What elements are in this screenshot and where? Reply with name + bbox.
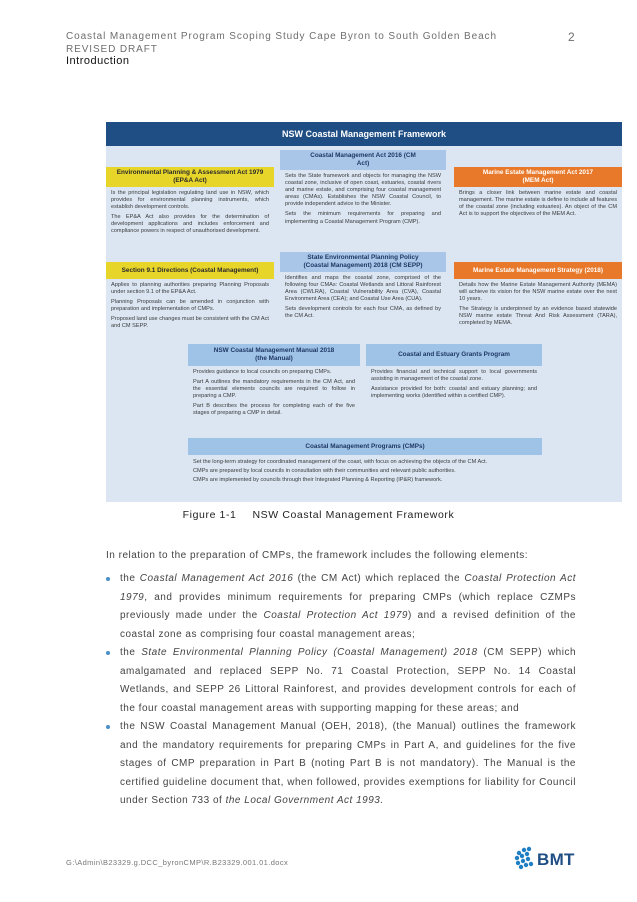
cmps-box	[188, 438, 542, 500]
cmps-text-3: CMPs are implemented by councils through their Integrated Planning & Reporting (IP&R) framework.	[193, 477, 443, 484]
grants-text-2: Assistance provided for both: coastal and estuary planning; and implementing works (identified within a certified CMP).	[371, 386, 537, 400]
bullet-icon	[106, 577, 110, 581]
section-heading: Introduction	[66, 55, 130, 67]
bullet-text-cm-act: the Coastal Management Act 2016 (the CM Act) which replaced the Coastal Protection Act 1979, and provides minimum requirements for preparing CMPs (which replace CZMPs previously made under the Coastal Protection Act 1979) and a revised definition of the coastal zone as comprising four coastal management areas;	[120, 573, 576, 640]
bmt-logo-text: BMT	[537, 850, 575, 869]
manual-box	[188, 344, 360, 432]
cmps-title: Coastal Management Programs (CMPs)	[188, 438, 542, 455]
manual-text-3: Part B describes the process for completing each of the five stages of preparing a CMP in detail.	[193, 403, 355, 417]
mem-act-text-1: Brings a closer link between marine estate and coastal management. The marine estate is define to include all features of the coastal zone (including estuaries). An object of the CM Act is to support the objectives of the MEM Act.	[459, 190, 617, 218]
mem-act-title: Marine Estate Management Act 2017 (MEM Act)	[454, 167, 622, 187]
figure-caption-number: Figure 1-1	[182, 509, 237, 521]
cmps-text-2: CMPs are prepared by local councils in consultation with their communities and relevant public authorities.	[193, 468, 456, 475]
mem-act-box	[454, 167, 622, 257]
list-item	[106, 570, 576, 644]
manual-title: NSW Coastal Management Manual 2018 (the Manual)	[188, 344, 360, 366]
mem-strategy-box	[454, 262, 622, 338]
mem-strategy-text-2: The Strategy is underpinned by an evidence based statewide NSW marine estate Threat And Risk Assessment (TARA), completed by MEMA.	[459, 306, 617, 327]
section-91-title: Section 9.1 Directions (Coastal Management)	[106, 262, 274, 279]
mem-strategy-title: Marine Estate Management Strategy (2018)	[454, 262, 622, 279]
sepp-box	[280, 252, 446, 338]
bullet-icon	[106, 725, 110, 729]
figure-caption-text: NSW Coastal Management Framework	[252, 509, 455, 521]
cmps-text-1: Set the long-term strategy for coordinated management of the coast, with focus on achieving the objects of the CM Act.	[193, 459, 488, 465]
grants-text-1: Provides financial and technical support to local governments assisting in management of the coastal zone.	[371, 369, 537, 383]
list-item	[106, 644, 576, 718]
section-91-text-1: Applies to planning authorities preparing Planning Proposals under section 9.1 of the EP&A Act.	[111, 282, 269, 296]
cm-act-text-1: Sets the State framework and objects for managing the NSW coastal zone, inclusive of open coast, estuaries, coastal rivers and marine estate, and comprising four coastal management areas (CMAs). Establishes the NSW Coastal Council, to provide independent advice to the Minister.	[285, 173, 441, 208]
epa-act-title: Environmental Planning & Assessment Act 1979 (EP&A Act)	[106, 167, 274, 187]
epa-act-box	[106, 167, 274, 257]
page-number: 2	[568, 30, 576, 44]
footer-file-path: G:\Admin\B23329.g.DCC_byronCMP\R.B23329.001.01.docx	[66, 858, 289, 867]
grants-box	[366, 344, 542, 432]
sepp-text-1: Identifies and maps the coastal zone, comprised of the following four CMAs: Coastal Wetlands and Littoral Rainforest Area (CWLRA), Coastal Vulnerability Area (CVA), Coastal Environment Area (CEA); and Coastal Use Area (CUA).	[285, 275, 441, 303]
document-header-title: Coastal Management Program Scoping Study Cape Byron to South Golden Beach REVISED DRAFT	[66, 31, 497, 55]
epa-act-text-2: The EP&A Act also provides for the determination of development applications and includes enforcement and compliance powers in respect of unauthorised development.	[111, 214, 269, 235]
figure-caption	[0, 509, 637, 521]
list-item	[106, 718, 576, 811]
framework-banner: NSW Coastal Management Framework	[106, 122, 622, 146]
sepp-text-2: Sets development controls for each four CMA, as defined by the CM Act.	[285, 306, 441, 320]
cm-act-box	[280, 150, 446, 250]
section-91-text-3: Proposed land use changes must be consistent with the CM Act and CM SEPP.	[111, 316, 269, 330]
manual-text-2: Part A outlines the mandatory requirements in the CM Act, and the essential elements councils are required to follow in preparing a CMP.	[193, 379, 355, 400]
bullet-icon	[106, 651, 110, 655]
mem-strategy-text-1: Details how the Marine Estate Management Authority (MEMA) will achieve its vision for the NSW marine estate over the next 10 years.	[459, 282, 617, 303]
grants-title: Coastal and Estuary Grants Program	[366, 344, 542, 366]
sepp-title: State Environmental Planning Policy (Coastal Management) 2018 (CM SEPP)	[280, 252, 446, 272]
bullet-text-manual: the NSW Coastal Management Manual (OEH, 2018), (the Manual) outlines the framework and the mandatory requirements for preparing CMPs in Part A, and guidelines for the five stages of CMP preparation in Part B (noting Part B is not mandatory). The Manual is the certified guideline document that, when followed, provides exemptions for liability for Council under Section 733 of the Local Government Act 1993.	[120, 721, 576, 807]
intro-paragraph: In relation to the preparation of CMPs, the framework includes the following elements:	[106, 550, 529, 561]
cm-act-text-2: Sets the minimum requirements for preparing and implementing a Coastal Management Program (CMP).	[285, 211, 441, 225]
section-91-box	[106, 262, 274, 338]
framework-figure	[106, 122, 622, 502]
cm-act-title: Coastal Management Act 2016 (CM Act)	[280, 150, 446, 170]
bullet-text-sepp: the State Environmental Planning Policy (Coastal Management) 2018 (CM SEPP) which amalgamated and replaced SEPP No. 71 Coastal Protection, SEPP No. 14 Coastal Wetlands, and SEPP 26 Littoral Rainforest, and provides development controls for each of the four coastal management areas with supporting mapping for these areas; and	[120, 647, 577, 714]
epa-act-text-1: Is the principal legislation regulating land use in NSW, which provides for environmental planning instruments, which establish development controls.	[111, 190, 269, 211]
manual-text-1: Provides guidance to local councils on preparing CMPs.	[193, 369, 332, 375]
section-91-text-2: Planning Proposals can be amended in conjunction with preparation and implementation of CMPs.	[111, 299, 269, 313]
